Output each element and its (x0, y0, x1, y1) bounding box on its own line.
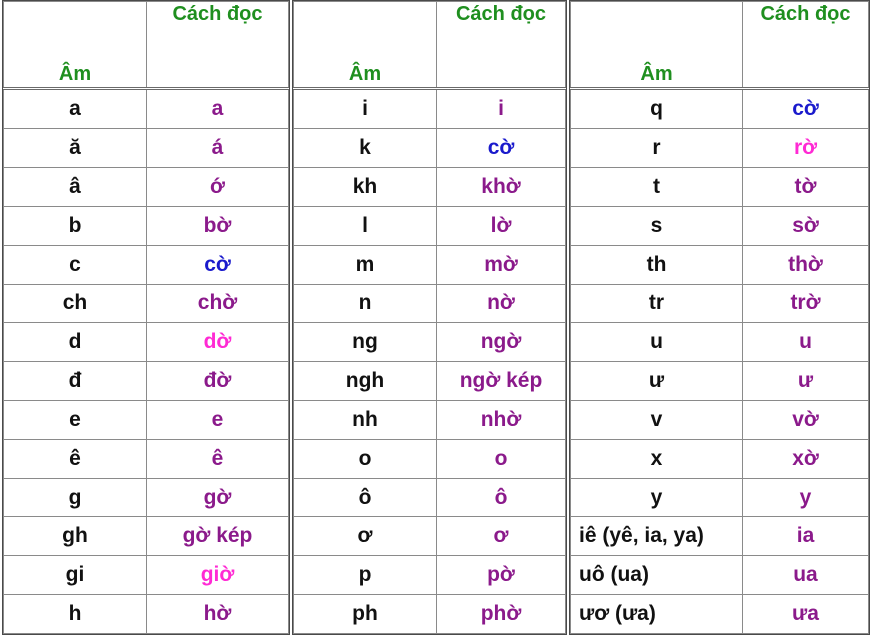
sound-cell: q (571, 88, 743, 128)
sound-cell: i (294, 88, 437, 128)
sound-cell: ư (571, 362, 743, 401)
reading-cell: e (147, 401, 289, 440)
table-row (294, 168, 566, 207)
table-row (571, 401, 869, 440)
reading-cell: u (743, 323, 869, 362)
header-am: Âm (571, 2, 743, 89)
sound-cell: v (571, 401, 743, 440)
table-row (294, 129, 566, 168)
reading-cell: thờ (743, 245, 869, 284)
sound-cell: h (4, 595, 147, 634)
reading-cell: ê (147, 439, 289, 478)
table-row (294, 517, 566, 556)
sound-cell: ng (294, 323, 437, 362)
reading-cell: bờ (147, 206, 289, 245)
header-am: Âm (4, 2, 147, 89)
sound-cell: c (4, 245, 147, 284)
reading-cell: ô (437, 478, 566, 517)
table-row (294, 401, 566, 440)
reading-cell: i (437, 88, 566, 128)
table-row (571, 284, 869, 323)
table-row (4, 556, 289, 595)
sound-cell: n (294, 284, 437, 323)
sound-cell: th (571, 245, 743, 284)
sound-cell: a (4, 88, 147, 128)
pronunciation-table (3, 1, 289, 634)
table-row (4, 129, 289, 168)
sound-cell: g (4, 478, 147, 517)
sound-cell: uô (ua) (571, 556, 743, 595)
reading-cell: o (437, 439, 566, 478)
table-row (294, 595, 566, 634)
table-body (571, 88, 869, 633)
table-row (294, 556, 566, 595)
header-cach-doc: Cách đọc (147, 2, 289, 89)
table-row (571, 439, 869, 478)
table-row (571, 206, 869, 245)
table-row (4, 517, 289, 556)
reading-cell: ia (743, 517, 869, 556)
table-row (4, 206, 289, 245)
table-row (294, 439, 566, 478)
table-row (4, 88, 289, 128)
header-row (4, 2, 289, 89)
table-row (4, 168, 289, 207)
sound-cell: ơ (294, 517, 437, 556)
sound-cell: l (294, 206, 437, 245)
sound-cell: ph (294, 595, 437, 634)
header-am: Âm (294, 2, 437, 89)
table-row (571, 556, 869, 595)
sound-cell: m (294, 245, 437, 284)
table-row (294, 88, 566, 128)
header-row (294, 2, 566, 89)
table-row (4, 245, 289, 284)
sound-cell: ngh (294, 362, 437, 401)
table-row (571, 245, 869, 284)
reading-cell: nờ (437, 284, 566, 323)
table-row (294, 284, 566, 323)
table-panel-1 (2, 0, 290, 635)
reading-cell: dờ (147, 323, 289, 362)
sound-cell: ch (4, 284, 147, 323)
table-row (4, 401, 289, 440)
table-row (294, 478, 566, 517)
table-row (4, 323, 289, 362)
sound-cell: b (4, 206, 147, 245)
reading-cell: rờ (743, 129, 869, 168)
sound-cell: gi (4, 556, 147, 595)
reading-cell: ưa (743, 595, 869, 634)
sound-cell: iê (yê, ia, ya) (571, 517, 743, 556)
reading-cell: khờ (437, 168, 566, 207)
table-row (571, 362, 869, 401)
pronunciation-table (570, 1, 869, 634)
sound-cell: x (571, 439, 743, 478)
table-row (571, 478, 869, 517)
sound-cell: â (4, 168, 147, 207)
sound-cell: u (571, 323, 743, 362)
table-row (571, 595, 869, 634)
sound-cell: kh (294, 168, 437, 207)
table-body (294, 88, 566, 633)
reading-cell: ớ (147, 168, 289, 207)
reading-cell: a (147, 88, 289, 128)
table-body (4, 88, 289, 633)
sound-cell: gh (4, 517, 147, 556)
table-panel-2 (292, 0, 567, 635)
table-row (4, 362, 289, 401)
reading-cell: ua (743, 556, 869, 595)
reading-cell: sờ (743, 206, 869, 245)
table-row (294, 206, 566, 245)
table-row (4, 284, 289, 323)
reading-cell: lờ (437, 206, 566, 245)
table-row (571, 129, 869, 168)
sound-cell: d (4, 323, 147, 362)
sound-cell: o (294, 439, 437, 478)
table-row (571, 323, 869, 362)
sound-cell: ươ (ưa) (571, 595, 743, 634)
reading-cell: hờ (147, 595, 289, 634)
sound-cell: y (571, 478, 743, 517)
sound-cell: tr (571, 284, 743, 323)
reading-cell: xờ (743, 439, 869, 478)
reading-cell: gờ kép (147, 517, 289, 556)
reading-cell: á (147, 129, 289, 168)
reading-cell: giờ (147, 556, 289, 595)
reading-cell: ơ (437, 517, 566, 556)
sound-cell: e (4, 401, 147, 440)
sound-cell: s (571, 206, 743, 245)
reading-cell: tờ (743, 168, 869, 207)
table-row (4, 439, 289, 478)
table-row (294, 245, 566, 284)
reading-cell: chờ (147, 284, 289, 323)
table-panel-3 (569, 0, 870, 635)
header-cach-doc: Cách đọc (437, 2, 566, 89)
reading-cell: ư (743, 362, 869, 401)
reading-cell: đờ (147, 362, 289, 401)
sound-cell: nh (294, 401, 437, 440)
sound-cell: đ (4, 362, 147, 401)
reading-cell: cờ (147, 245, 289, 284)
table-row (571, 168, 869, 207)
table-row (571, 88, 869, 128)
reading-cell: y (743, 478, 869, 517)
reading-cell: phờ (437, 595, 566, 634)
reading-cell: gờ (147, 478, 289, 517)
reading-cell: ngờ (437, 323, 566, 362)
table-row (4, 595, 289, 634)
reading-cell: pờ (437, 556, 566, 595)
table-row (4, 478, 289, 517)
reading-cell: ngờ kép (437, 362, 566, 401)
header-row (571, 2, 869, 89)
sound-cell: ă (4, 129, 147, 168)
table-row (571, 517, 869, 556)
pronunciation-table (293, 1, 566, 634)
reading-cell: cờ (437, 129, 566, 168)
reading-cell: vờ (743, 401, 869, 440)
sound-cell: ô (294, 478, 437, 517)
sound-cell: k (294, 129, 437, 168)
sound-cell: t (571, 168, 743, 207)
sound-cell: p (294, 556, 437, 595)
sound-cell: r (571, 129, 743, 168)
reading-cell: nhờ (437, 401, 566, 440)
sound-cell: ê (4, 439, 147, 478)
table-row (294, 362, 566, 401)
reading-cell: mờ (437, 245, 566, 284)
reading-cell: trờ (743, 284, 869, 323)
table-row (294, 323, 566, 362)
reading-cell: cờ (743, 88, 869, 128)
header-cach-doc: Cách đọc (743, 2, 869, 89)
